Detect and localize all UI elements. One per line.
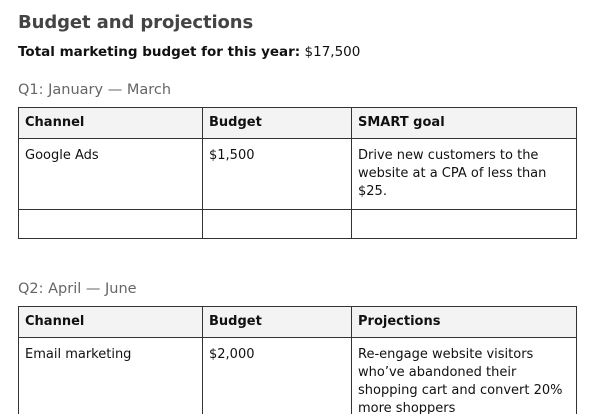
q1-col-channel: Channel: [19, 108, 203, 139]
q1-cell-smart-goal[interactable]: [352, 210, 577, 239]
total-budget-line: [18, 42, 576, 62]
q1-cell-budget[interactable]: $1,500: [203, 139, 352, 210]
q2-table: [18, 306, 577, 414]
q1-cell-channel[interactable]: Google Ads: [19, 139, 203, 210]
q1-col-budget: Budget: [203, 108, 352, 139]
q2-cell-channel[interactable]: Email marketing: [19, 338, 203, 414]
q1-table: [18, 107, 577, 239]
q2-col-channel: Channel: [19, 307, 203, 338]
q2-header-row: [19, 307, 577, 338]
total-budget-label: Total marketing budget for this year:: [18, 44, 301, 60]
q1-cell-smart-goal[interactable]: Drive new customers to the website at a CPA of less than $25.: [352, 139, 577, 210]
table-row: [19, 338, 577, 414]
q2-col-projections: Projections: [352, 307, 577, 338]
q1-cell-budget[interactable]: [203, 210, 352, 239]
table-row: [19, 139, 577, 210]
q1-heading: Q1: January — March: [18, 82, 172, 98]
q2-heading: Q2: April — June: [18, 281, 137, 297]
document-page: [18, 10, 576, 414]
table-row: [19, 210, 577, 239]
q2-cell-budget[interactable]: $2,000: [203, 338, 352, 414]
q1-header-row: [19, 108, 577, 139]
q1-cell-channel[interactable]: [19, 210, 203, 239]
page-title: Budget and projections: [18, 12, 254, 33]
q1-col-smart-goal: SMART goal: [352, 108, 577, 139]
q2-col-budget: Budget: [203, 307, 352, 338]
total-budget-value: $17,500: [304, 44, 361, 60]
q2-cell-projections[interactable]: Re-engage website visitors who’ve abandoned their shopping cart and convert 20% more shoppers: [352, 338, 577, 414]
